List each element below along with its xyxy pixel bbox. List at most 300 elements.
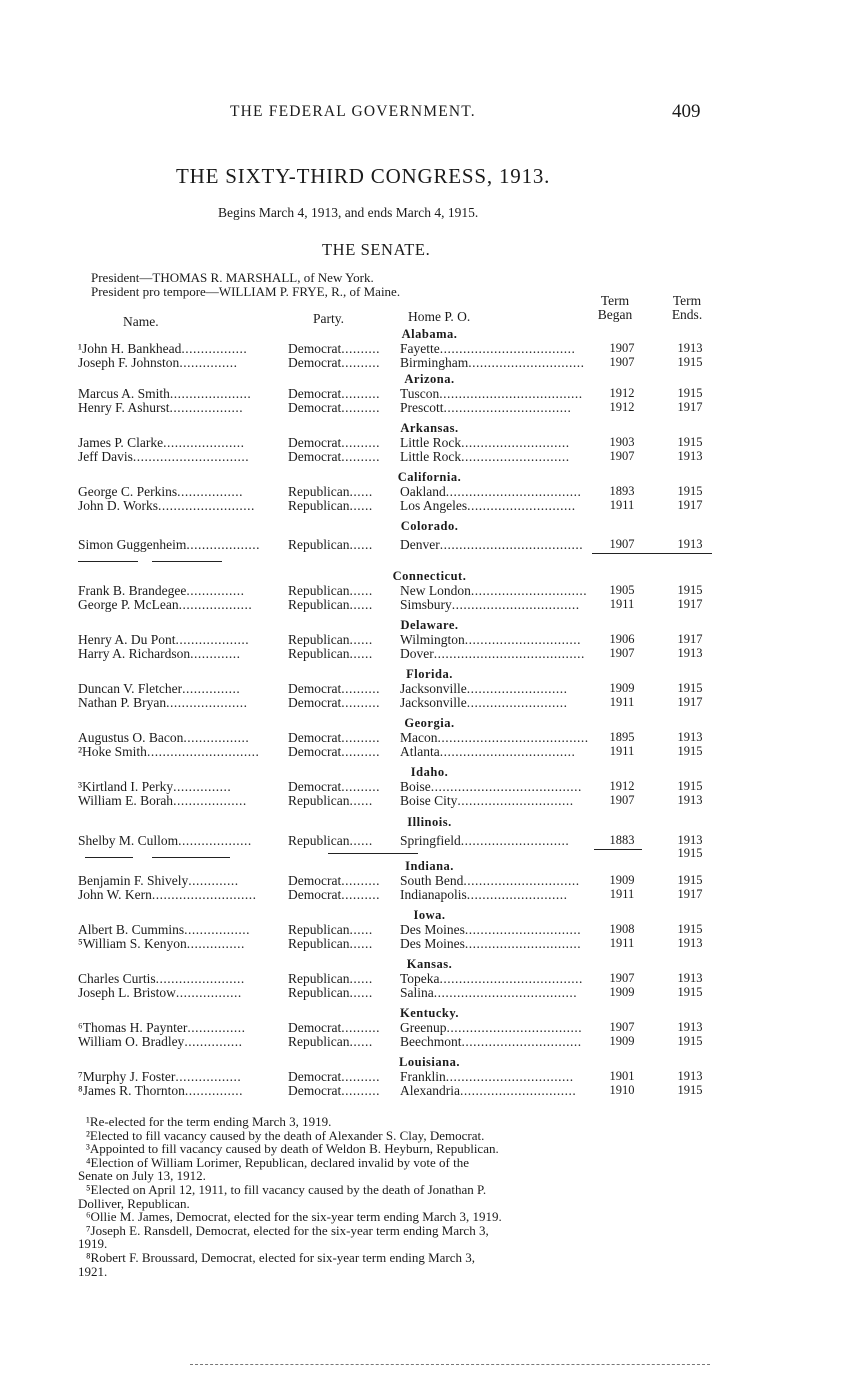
senator-row [78,971,718,985]
senator-party: Republican [288,646,350,661]
senator-term-ends: 1917 [677,632,703,646]
dot-leader: .............................. [464,936,582,951]
senator-term-began-cell [602,936,642,951]
senator-term-ends-cell [670,730,710,745]
dot-leader: ...... [349,985,373,1000]
senator-term-ends-cell [670,355,710,370]
dot-leader: .......... [341,355,380,370]
senator-term-began: 1903 [609,435,635,449]
senator-row [78,341,718,355]
senator-term-ends-cell [670,695,710,710]
senator-row [78,887,718,901]
senator-term-began: 1911 [609,695,635,709]
dot-leader: ...... [349,971,373,986]
senator-party-cell [288,793,373,809]
state-heading: California. [397,470,462,484]
senator-name: William O. Bradley [78,1034,185,1049]
senator-term-began: 1911 [609,936,635,950]
senator-name: James P. Clarke [78,435,164,450]
footnote-line: ²Elected to fill vacancy caused by the death of Alexander S. Clay, Democrat. [86,1127,485,1143]
dot-leader: ............................. [146,744,260,759]
senator-term-ends: 1915 [677,355,703,369]
dot-leader: ................... [169,400,244,415]
senator-term-ends: 1915 [677,1034,703,1048]
senator-term-began: 1908 [609,922,635,936]
state-heading: Florida. [406,667,453,681]
senator-home-post-office-cell [400,646,585,662]
dot-leader: ............................ [461,435,570,450]
senator-party: Republican [288,936,350,951]
dot-leader: ...... [349,793,373,808]
senator-home-post-office: Beechmont [400,1034,462,1049]
senator-term-began-cell [602,744,642,759]
senator-party: Republican [288,583,350,598]
senator-name: Frank B. Brandegee [78,583,187,598]
senator-term-ends: 1913 [677,936,703,950]
senator-party: Republican [288,484,350,499]
senator-party: Democrat [288,744,342,759]
dot-leader: ................. [175,1069,242,1084]
senator-name-cell [78,597,252,613]
senator-row [78,400,718,414]
footnote [78,1129,720,1143]
session-dates: Begins March 4, 1913, and ends March 4, 1915. [218,205,479,220]
dot-leader: ................................. [451,597,580,612]
senator-home-post-office: Jacksonville [400,695,467,710]
senator-home-post-office: Salina [400,985,434,1000]
dot-leader: .......... [341,744,380,759]
senator-term-ends: 1915 [677,435,703,449]
senator-home-post-office: Boise City [400,793,458,808]
dot-leader: .......... [341,435,380,450]
senator-home-post-office-cell [400,537,583,553]
senator-name: Harry A. Richardson [78,646,191,661]
senator-term-began: 1905 [609,583,635,597]
dot-leader: ................... [173,793,247,808]
dot-leader: ............................... [461,1034,582,1049]
senator-home-post-office-cell [400,597,580,613]
dot-leader: .......... [341,1083,380,1098]
senator-name: Marcus A. Smith [78,386,170,401]
senator-row [78,498,718,512]
senator-term-ends: 1913 [677,730,703,744]
senator-term-began: 1911 [609,597,635,611]
senator-home-post-office-cell [400,498,576,514]
senator-term-ends: 1913 [677,341,703,355]
dot-leader: ............. [188,873,239,888]
senator-term-began-cell [602,484,642,499]
footnote-line: ⁴Election of William Lorimer, Republican, declared invalid by vote of the [86,1154,470,1170]
senator-row [78,484,718,498]
senator-term-ends-cell [670,793,710,808]
senator-term-began-cell [602,341,642,356]
senator-party: Democrat [288,730,342,745]
senator-term-ends: 1915 [677,744,703,758]
senator-row [78,985,718,999]
senator-term-began: 1911 [609,887,635,901]
senator-party-cell [288,646,373,662]
senator-row [78,1069,718,1083]
senator-party: Republican [288,498,350,513]
dot-leader: .............................. [459,1083,577,1098]
dot-leader: ................. [183,730,250,745]
senator-term-began-cell [602,400,642,415]
dot-leader: .............................. [464,632,581,647]
senator-home-post-office: Tuscon [400,386,440,401]
senator-name-cell [78,449,249,465]
senator-term-began: 1907 [609,793,635,807]
senator-name: ³Kirtland I. Perky [78,779,174,794]
footnote-line: ⁵Elected on April 12, 1911, to fill vacancy caused by the death of Jonathan P. [86,1182,487,1197]
senator-name-cell [78,355,237,371]
senator-row [78,793,718,807]
senator-term-ends: 1915 [677,583,703,597]
dot-leader: ................. [184,922,251,937]
senator-term-ends-cell [670,484,710,499]
senator-party-cell [288,985,373,1001]
senator-party: Democrat [288,681,342,696]
senator-name: John W. Kern [78,887,152,902]
senator-home-post-office: Denver [400,537,440,552]
senator-name-cell [78,833,252,849]
footnote [78,1183,720,1210]
senator-home-post-office: Oakland [400,484,446,499]
senator-home-post-office-cell [400,1034,582,1050]
senator-name: Augustus O. Bacon [78,730,184,745]
footnote-line: Senate on July 13, 1912. [78,1168,206,1184]
senator-party: Democrat [288,341,342,356]
senator-term-ends: 1913 [677,646,703,660]
dot-leader: ................... [186,537,260,552]
senate-president: President—THOMAS R. MARSHALL, of New York. [91,270,374,285]
senator-term-ends: 1913 [677,971,703,985]
dot-leader: .......... [341,681,380,696]
section-rule [152,561,222,562]
dot-leader: .......... [341,779,380,794]
senator-term-ends: 1915 [677,873,703,887]
senator-name-cell [78,744,259,760]
senator-name: Benjamin F. Shively [78,873,189,888]
dot-leader: ..................... [169,386,252,401]
dot-leader: ................................... [446,1020,583,1035]
senator-home-post-office: Macon [400,730,438,745]
senator-term-ends: 1913 [677,537,703,551]
footnote [78,1251,720,1278]
senator-party: Democrat [288,1083,342,1098]
dot-leader: ................................. [443,400,572,415]
senator-term-began: 1909 [609,873,635,887]
senator-name: ⁶Thomas H. Paynter [78,1020,188,1035]
senator-term-began: 1907 [609,449,635,463]
senator-term-ends-cell [670,386,710,401]
senator-home-post-office: Little Rock [400,449,462,464]
senator-row [78,435,718,449]
dot-leader: .......... [341,873,380,888]
senator-term-began: 1909 [609,1034,635,1048]
dot-leader: ............... [182,681,241,696]
senator-term-ends-cell [670,632,710,647]
senator-term-began: 1909 [609,985,635,999]
dot-leader: ..................................... [439,386,583,401]
senator-home-post-office: Des Moines [400,922,465,937]
section-heading: THE SENATE. [322,240,431,259]
senator-term-ends: 1917 [677,597,703,611]
dot-leader: ..................................... [439,537,584,552]
senator-term-ends: 1913 [677,1020,703,1034]
senator-home-post-office: Wilmington [400,632,465,647]
state-heading: Georgia. [404,716,455,730]
senator-party: Democrat [288,355,342,370]
senator-name-cell [78,985,242,1001]
senator-party-cell [288,1034,373,1050]
footnote [78,1156,720,1183]
section-rule [594,849,642,850]
dot-leader: ....................................... [430,779,582,794]
senator-party-cell [288,744,380,760]
dot-leader: ..................................... [433,985,578,1000]
dot-leader: ................... [178,833,252,848]
dot-leader: ...... [349,484,373,499]
senator-term-began: 1910 [609,1083,635,1097]
senator-row [78,695,718,709]
senator-name-cell [78,537,260,553]
dot-leader: .......................... [466,681,568,696]
senator-term-ends: 1915 [677,1083,703,1097]
senator-row [78,537,718,551]
senator-name: Joseph F. Johnston [78,355,180,370]
senator-party: Republican [288,971,350,986]
footnote [78,1142,720,1156]
senator-term-began-cell [602,386,642,401]
senator-term-ends: 1913 [677,1069,703,1083]
senator-term-began-cell [602,1034,642,1049]
dot-leader: ............... [187,1020,246,1035]
state-heading: Iowa. [413,908,446,922]
senator-party: Republican [288,632,350,647]
senator-term-ends-cell [670,583,710,598]
dot-leader: .......... [341,730,380,745]
senator-name: Henry F. Ashurst [78,400,170,415]
senator-term-began-cell [602,779,642,794]
senator-home-post-office: Dover [400,646,434,661]
state-heading: Idaho. [410,765,449,779]
state-heading: Delaware. [400,618,459,632]
senator-home-post-office-cell [400,833,569,849]
dot-leader: ............... [186,936,245,951]
dot-leader: ...... [349,583,373,598]
dot-leader: ............... [173,779,232,794]
senator-party: Republican [288,537,350,552]
senator-term-began: 1907 [609,537,635,551]
senator-term-ends-cell [670,922,710,937]
dot-leader: ............................ [467,498,576,513]
senator-term-began-cell [602,1020,642,1035]
senator-name-cell [78,936,245,952]
footnote-line: ⁶Ollie M. James, Democrat, elected for the six-year term ending March 3, 1919. [86,1209,502,1225]
dot-leader: ............... [184,1083,243,1098]
column-header-term-ends-line-1: Term [672,293,702,308]
dot-leader: .......... [341,1069,380,1084]
dot-leader: ................................... [445,484,582,499]
running-head: THE FEDERAL GOVERNMENT. [230,103,476,120]
senator-name-cell [78,793,247,809]
senator-party: Democrat [288,695,342,710]
senator-name: Jeff Davis [78,449,133,464]
senator-term-began: 1893 [609,484,635,498]
dot-leader: ............... [186,583,245,598]
page-title: THE SIXTY-THIRD CONGRESS, 1913. [176,164,551,188]
senator-party: Republican [288,597,350,612]
senator-term-ends-cell [670,435,710,450]
senator-term-ends-cell [670,1083,710,1098]
senator-party: Democrat [288,400,342,415]
dot-leader: .............................. [464,922,582,937]
senator-home-post-office: Prescott [400,400,444,415]
dot-leader: ...... [349,936,373,951]
senator-term-began: 1911 [609,498,635,512]
senator-term-ends-cell [670,744,710,759]
senate-president-pro-tempore: President pro tempore—WILLIAM P. FRYE, R., of Maine. [91,284,401,299]
dot-leader: ...... [349,646,373,661]
senator-party: Democrat [288,386,342,401]
dot-leader: .......... [341,695,380,710]
state-heading: Illinois. [407,815,452,829]
senator-home-post-office: Topeka [400,971,440,986]
senator-home-post-office: Springfield [400,833,461,848]
senator-term-ends-cell [670,400,710,415]
column-header-term-began [592,294,638,322]
senator-name: Joseph L. Bristow [78,985,176,1000]
senator-term-began-cell [602,971,642,986]
senator-row [78,681,718,695]
section-rule [78,561,138,562]
dot-leader: ................................. [445,1069,574,1084]
senator-row [78,632,718,646]
senator-row [78,1034,718,1048]
senator-term-ends-alternate: 1915 [677,846,703,860]
dot-leader: ............................ [460,833,570,848]
senator-term-began-cell [602,435,642,450]
senator-party-cell [288,833,373,849]
senator-party: Democrat [288,779,342,794]
senator-party-cell [288,400,380,416]
dot-leader: ................. [175,985,242,1000]
senator-term-ends: 1913 [677,449,703,463]
senator-home-post-office: Alexandria [400,1083,460,1098]
dot-leader: ....................................... [437,730,589,745]
senator-row [78,873,718,887]
dot-leader: ................................... [439,744,576,759]
senator-term-began-cell [602,922,642,937]
dot-leader: .......................... [466,887,568,902]
senator-party: Democrat [288,449,342,464]
senator-term-began-cell [602,1069,642,1084]
dot-leader: ............. [190,646,241,661]
senator-term-began-cell [602,833,642,848]
senator-name: Duncan V. Fletcher [78,681,183,696]
senator-term-began: 1912 [609,386,635,400]
column-header-home: Home P. O. [408,309,471,324]
dot-leader: ...... [349,922,373,937]
senator-home-post-office: Greenup [400,1020,447,1035]
dot-leader: ................... [175,632,250,647]
senator-party-cell [288,537,373,553]
senator-name: William E. Borah [78,793,174,808]
senator-term-began-cell [602,537,642,552]
dot-leader: ............... [179,355,238,370]
senator-term-ends: 1917 [677,498,703,512]
senator-term-began-cell [602,498,642,513]
senator-row [78,730,718,744]
footnote [78,1115,720,1129]
senator-term-ends-cell [670,597,710,612]
senator-term-began-cell [602,730,642,745]
state-heading: Arkansas. [400,421,459,435]
footnote-line: ¹Re-elected for the term ending March 3, 1919. [86,1114,332,1129]
senator-name-cell [78,498,255,514]
column-header-term-began-line-1: Term [600,293,630,308]
column-header-name: Name. [123,314,159,329]
senator-name: Simon Guggenheim [78,537,187,552]
senator-term-ends: 1915 [677,681,703,695]
dot-leader: ...... [349,537,373,552]
section-rule [152,857,230,858]
senator-row [78,386,718,400]
senator-term-began: 1909 [609,681,635,695]
senator-term-began-cell [602,583,642,598]
senator-home-post-office: Jacksonville [400,681,467,696]
footnote-line: ⁸Robert F. Broussard, Democrat, elected for six-year term ending March 3, [86,1250,476,1265]
footnote-line: ³Appointed to fill vacancy caused by death of Weldon B. Heyburn, Republican. [86,1141,499,1157]
senator-name: ⁸James R. Thornton [78,1083,185,1098]
senator-term-began: 1883 [609,833,635,847]
senator-home-post-office: New London [400,583,471,598]
senator-term-began: 1906 [609,632,635,646]
senator-home-post-office: Des Moines [400,936,465,951]
column-header-term-ends-line-2: Ends. [671,307,703,322]
senator-term-ends: 1915 [677,922,703,936]
senator-term-ends-cell [670,498,710,513]
senator-term-ends-cell [670,341,710,356]
senator-home-post-office: Los Angeles [400,498,468,513]
dot-leader: ..................................... [439,971,583,986]
senator-home-post-office: Boise [400,779,431,794]
dot-leader: .............................. [470,583,588,598]
senator-term-began: 1895 [609,730,635,744]
section-rule [328,853,418,854]
column-header-term-began-line-2: Began [597,307,633,322]
senator-party: Democrat [288,435,342,450]
senator-row [78,922,718,936]
dot-leader: ....................... [155,971,245,986]
senator-party-cell [288,936,373,952]
senator-home-post-office-cell [400,695,568,711]
senator-party: Republican [288,985,350,1000]
senator-home-post-office-cell [400,400,571,416]
state-heading: Connecticut. [392,569,467,583]
senator-term-ends-cell [670,936,710,951]
senator-term-began: 1901 [609,1069,635,1083]
senator-home-post-office: Atlanta [400,744,440,759]
state-heading: Louisiana. [399,1055,460,1069]
senator-term-ends: 1915 [677,779,703,793]
senator-term-began-cell [602,681,642,696]
senator-term-began-cell [602,887,642,902]
dot-leader: ...... [349,632,373,647]
senator-row [78,597,718,611]
page-bottom-rule [190,1364,710,1365]
senator-row [78,744,718,758]
